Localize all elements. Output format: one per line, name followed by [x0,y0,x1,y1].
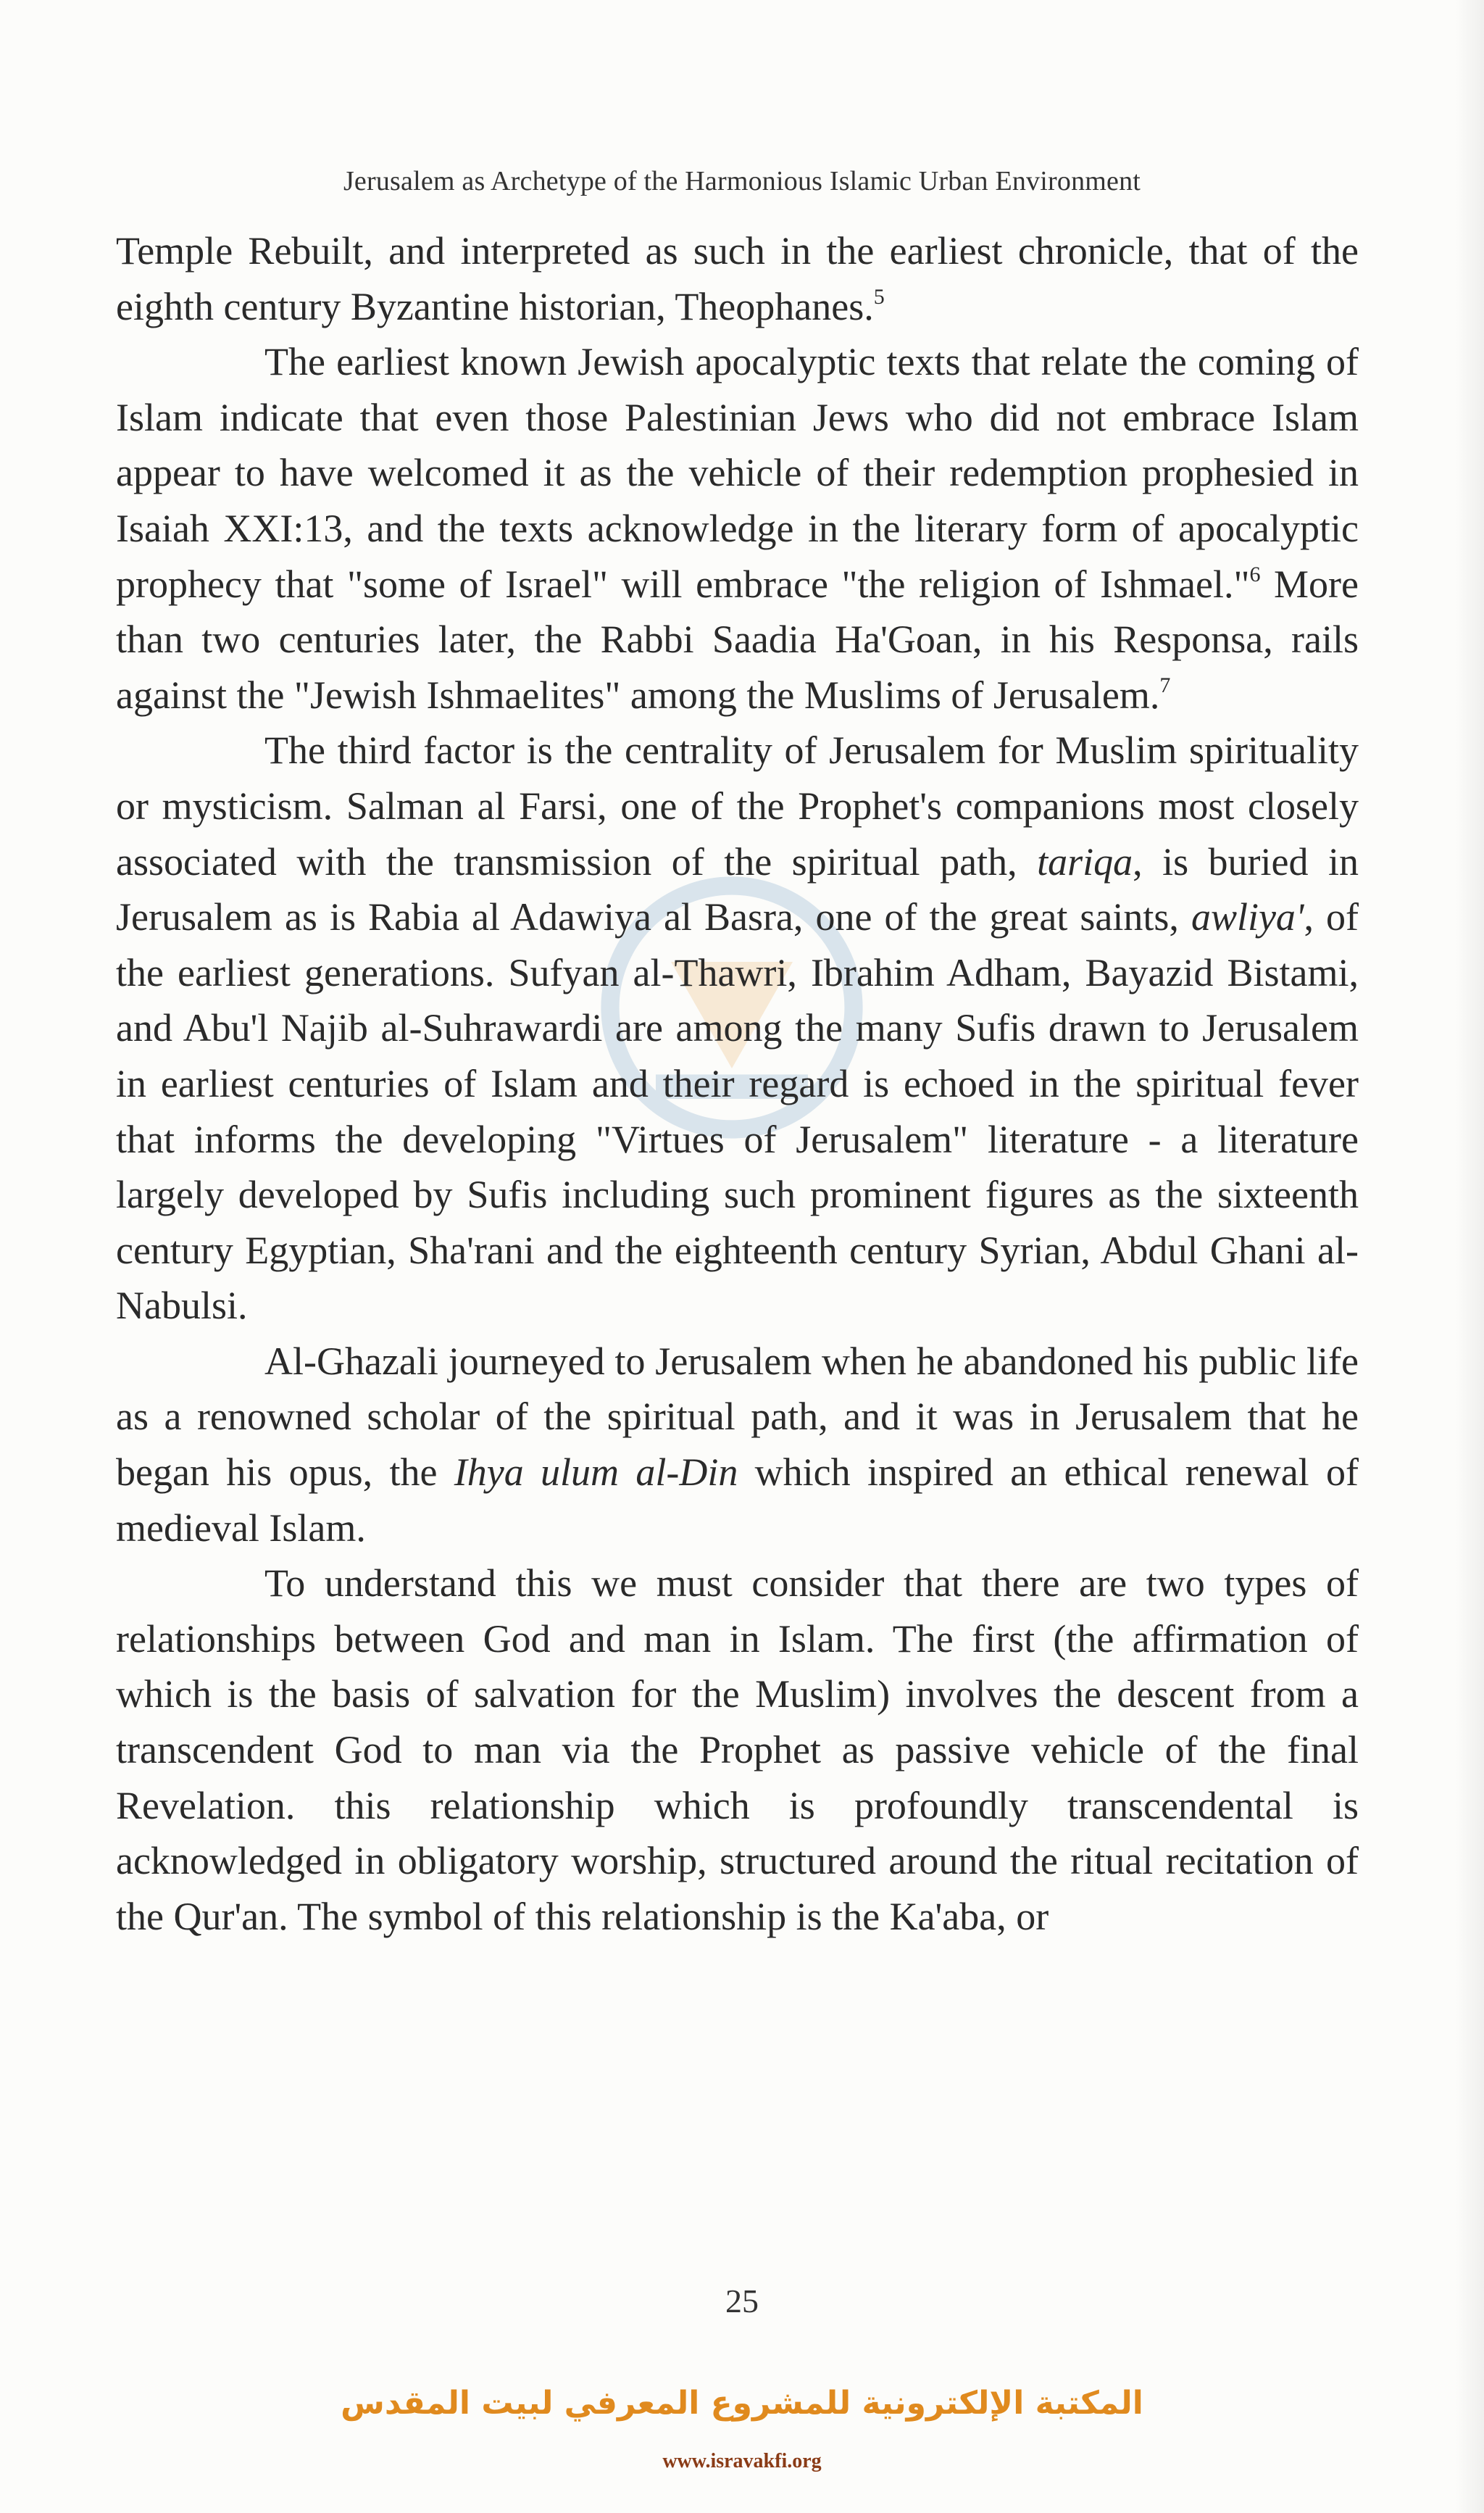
term-tariqa: tariqa [1037,839,1133,884]
footnote-ref-7[interactable]: 7 [1159,673,1171,697]
term-awliya: awliya' [1191,895,1304,939]
page-edge-shadow [1455,0,1484,2513]
paragraph-2 [116,334,1359,723]
paragraph-3-part1: The third factor is the centrality of Jerusalem for Muslim spirituality or mysticism. Salman al Farsi, one of the Prophet's companions most closely associated with the transmission of the spiritual path, [116,728,1359,884]
paragraph-4-part1: Al-Ghazali journeyed to Jerusalem when he abandoned his public life as a renowned scholar of the spiritual path, and it was in Jerusalem that he began his opus, the [116,1339,1359,1495]
paragraph-3-part3: , of the earliest generations. Sufyan al-Thawri, Ibrahim Adham, Bayazid Bistami, and Abu'l Najib al-Suhrawardi are among the many Sufis drawn to Jerusalem in earliest centuries of Islam and their regard is echoed in the spiritual fever that informs the developing "Virtues of Jerusalem" literature - a literature largely developed by Sufis including such prominent figures as the sixteenth century Egyptian, Sha'rani and the eighteenth century Syrian, Abdul Ghani al-Nabulsi. [116,895,1359,1328]
footer-arabic-title: المكتبة الإلكترونية للمشروع المعرفي لبيت المقدس [341,2385,1143,2422]
body-text [116,223,1359,1944]
paragraph-3 [116,723,1359,1334]
paragraph-1-text: Temple Rebuilt, and interpreted as such in the earliest chronicle, that of the eighth century Byzantine historian, Theophanes. [116,229,1359,328]
paragraph-2-text: The earliest known Jewish apocalyptic texts that relate the coming of Islam indicate that even those Palestinian Jews who did not embrace Islam appear to have welcomed it as the vehicle of their redemption prophesied in Isaiah XXI:13, and the texts acknowledge in the literary form of apocalyptic prophecy that "some of Israel" will embrace "the religion of Ishmael." [116,340,1359,606]
footnote-ref-6[interactable]: 6 [1249,562,1261,586]
paragraph-5-text: To understand this we must consider that there are two types of relationships between God and man in Islam. The first (the affirmation of which is the basis of salvation for the Muslim) involves the descent from a transcendent God to man via the Prophet as passive vehicle of the final Revelation. this relationship which is profoundly transcendental is acknowledged in obligatory worship, structured around the ritual recitation of the Qur'an. The symbol of this relationship is the Ka'aba, or [116,1561,1359,1938]
title-ihya-ulum-al-din: Ihya ulum al-Din [454,1450,738,1495]
page-number: 25 [725,2283,759,2319]
paragraph-5 [116,1555,1359,1944]
footer-url-link[interactable]: www.isravakfi.org [662,2450,822,2472]
running-head: Jerusalem as Archetype of the Harmonious Islamic Urban Environment [343,166,1141,196]
paragraph-4 [116,1334,1359,1555]
paragraph-2-text-continued: More than two centuries later, the Rabbi Saadia Ha'Goan, in his Responsa, rails against the "Jewish Ishmaelites" among the Muslims of Jerusalem. [116,562,1359,717]
paragraph-1 [116,223,1359,334]
paragraph-4-part2: which inspired an ethical renewal of medieval Islam. [116,1450,1359,1550]
paragraph-3-part2: , is buried in Jerusalem as is Rabia al Adawiya al Basra, one of the great saints, [116,839,1359,939]
footnote-ref-5[interactable]: 5 [873,284,885,309]
